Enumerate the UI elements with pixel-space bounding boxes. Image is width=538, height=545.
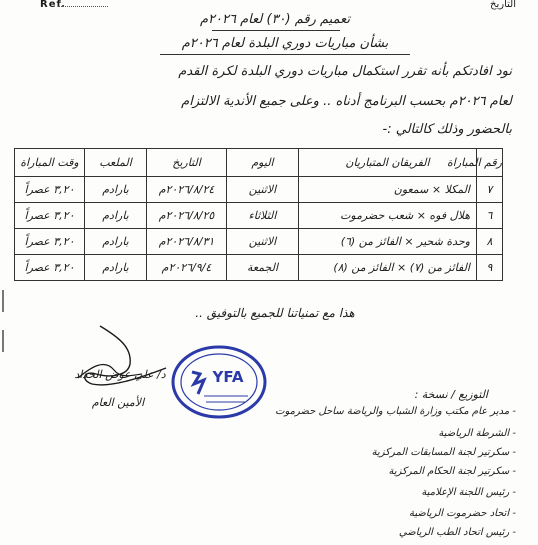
match-schedule-table <box>14 148 503 281</box>
table-row <box>15 229 503 255</box>
distribution-item: - اتحاد حضرموت الرياضية <box>408 508 516 519</box>
table-row <box>15 203 503 229</box>
header-venue: الملعب <box>85 149 147 177</box>
table-row <box>15 255 503 281</box>
match-time: ٣,٢٠ عصراً <box>15 177 85 203</box>
match-venue: بارادم <box>85 255 147 281</box>
header-match-number: رقم المباراة <box>477 149 503 177</box>
body-line-1: نود افادتكم بأنه تقرر استكمال مباريات دوري البلدة لكرة القدم <box>178 64 512 79</box>
match-time: ٣,٢٠ عصراً <box>15 203 85 229</box>
distribution-item: - سكرتير لجنة المسابقات المركزية <box>371 447 516 458</box>
ref-label: Ref. <box>40 0 67 10</box>
match-date: ٢٠٢٦/٨/٢٥م <box>147 203 227 229</box>
match-teams: هلال فوه × شعب حضرموت <box>299 203 477 229</box>
match-date: ٢٠٢٦/٩/٤م <box>147 255 227 281</box>
header-date: التاريخ <box>147 149 227 177</box>
circular-subject: بشأن مباريات دوري البلدة لعام ٢٠٢٦م <box>181 36 389 51</box>
match-time: ٣,٢٠ عصراً <box>15 255 85 281</box>
match-day: الجمعة <box>227 255 299 281</box>
signatory-title: الأمين العام <box>91 396 145 409</box>
association-stamp <box>170 344 268 420</box>
ref-dotted-line <box>58 6 108 7</box>
match-number: ٩ <box>477 255 503 281</box>
match-day: الاثنين <box>227 229 299 255</box>
title-underline <box>212 30 340 31</box>
match-time: ٣,٢٠ عصراً <box>15 229 85 255</box>
match-day: الاثنين <box>227 177 299 203</box>
closing-line: هذا مع تمنياتنا للجميع بالتوفيق .. <box>195 306 355 320</box>
subject-underline <box>160 54 410 55</box>
match-date: ٢٠٢٦/٨/٢٤م <box>147 177 227 203</box>
table-row <box>15 177 503 203</box>
header-teams: الفريقان المتباريان <box>299 149 477 177</box>
match-number: ٧ <box>477 177 503 203</box>
date-label: التاريخ <box>490 0 516 10</box>
scan-margin-mark <box>2 330 4 352</box>
match-venue: بارادم <box>85 229 147 255</box>
match-venue: بارادم <box>85 177 147 203</box>
distribution-title: التوزيع / نسخة : <box>414 388 488 401</box>
header-day: اليوم <box>227 149 299 177</box>
match-teams: وحدة شحير × الفائز من (٦) <box>299 229 477 255</box>
body-line-3: بالحضور وذلك كالتالي :- <box>382 122 512 137</box>
signatory-name: د/ علي عوض الحداد <box>74 368 166 381</box>
match-day: الثلاثاء <box>227 203 299 229</box>
stamp-letters: YFA <box>212 368 244 386</box>
match-number: ٦ <box>477 203 503 229</box>
match-number: ٨ <box>477 229 503 255</box>
circular-number: تعميم رقم (٣٠) لعام ٢٠٢٦م <box>199 12 350 27</box>
handwritten-signature <box>70 318 180 394</box>
header-time: وقت المباراة <box>15 149 85 177</box>
match-teams: الفائز من (٧) × الفائز من (٨) <box>299 255 477 281</box>
match-teams: المكلا × سمعون <box>299 177 477 203</box>
table-header-row <box>15 149 503 177</box>
distribution-item: - رئيس اللجنة الإعلامية <box>421 487 516 498</box>
distribution-item: - سكرتير لجنة الحكام المركزية <box>388 466 516 477</box>
scan-margin-mark <box>2 290 4 312</box>
match-venue: بارادم <box>85 203 147 229</box>
distribution-item: - رئيس اتحاد الطب الرياضي <box>398 527 516 538</box>
body-line-2: لعام ٢٠٢٦م بحسب البرنامج أدناه .. وعلى جميع الأندية الالتزام <box>181 94 512 109</box>
match-date: ٢٠٢٦/٨/٣١م <box>147 229 227 255</box>
distribution-item: - مدير عام مكتب وزارة الشباب والرياضة ساحل حضرموت <box>275 406 516 417</box>
distribution-item: - الشرطة الرياضية <box>438 428 516 439</box>
